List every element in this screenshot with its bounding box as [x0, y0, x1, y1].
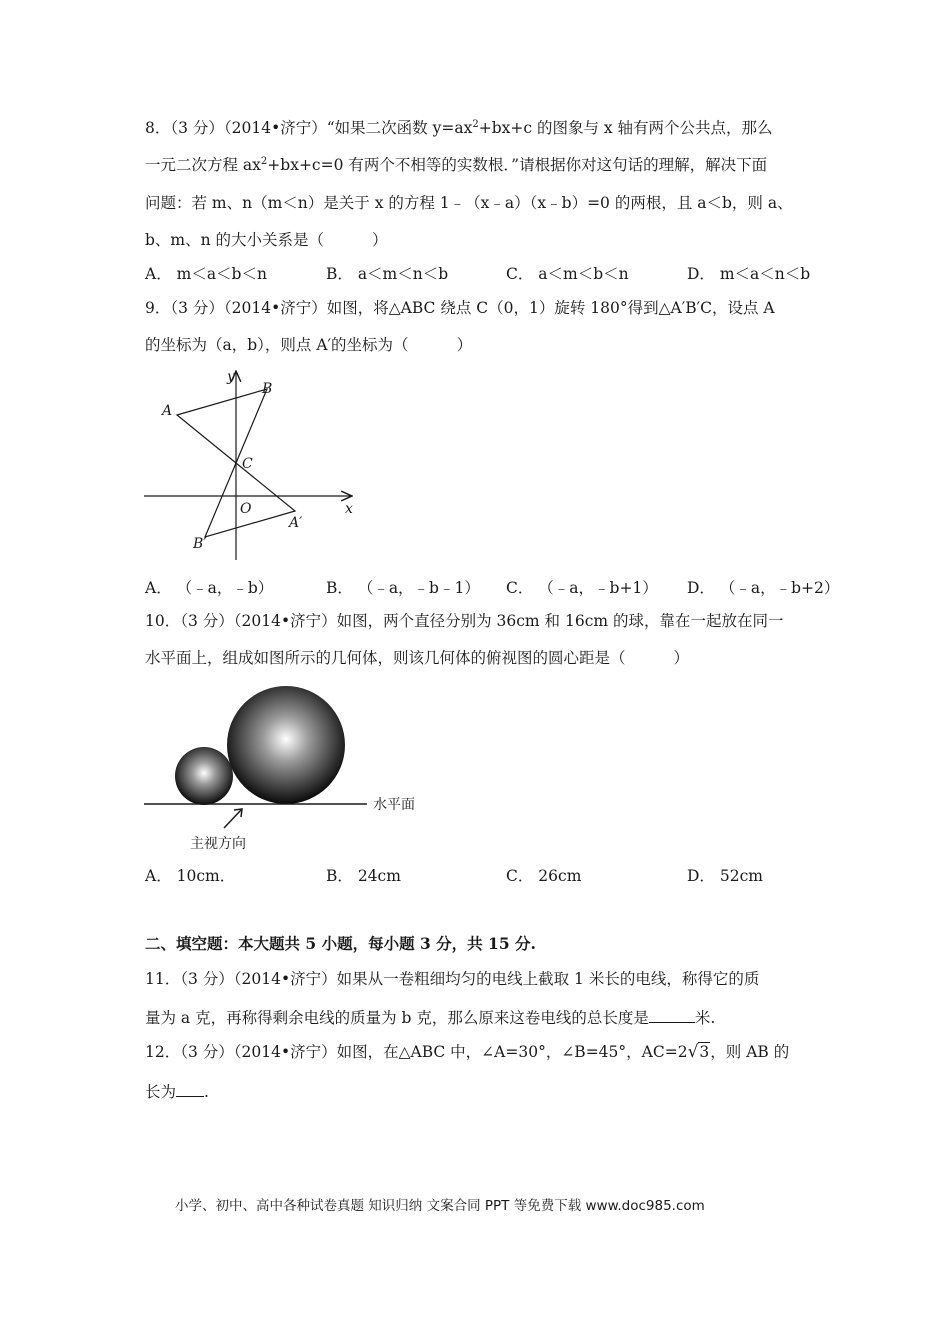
section-2-heading: 二、填空题：本大题共 5 小题，每小题 3 分，共 15 分.: [145, 934, 536, 953]
q9-option-b: B． （﹣a，﹣b﹣1）: [326, 579, 480, 597]
view-direction-arrow: [224, 810, 241, 828]
radical-sign: √: [687, 1042, 699, 1062]
q8-option-c: C． a＜m＜b＜n: [506, 265, 629, 283]
q12-line1: 12．（3 分）（2014•济宁）如图，在△ABC 中，∠A=30°，∠B=45°，AC=2√3，则 AB 的: [145, 1042, 790, 1062]
q8-option-d: D． m＜a＜n＜b: [687, 265, 811, 283]
q11-line2: 量为 a 克，再称得剩余电线的质量为 b 克，那么原来这卷电线的总长度是 米.: [145, 1006, 715, 1028]
q8-line1: 8．（3 分）（2014•济宁）“如果二次函数 $y=ax^2+bx+c$ 的图象与 x 轴有两个公共点，那么: [145, 118, 773, 137]
q12-answer-blank: [176, 1080, 204, 1097]
q10-line2: 水平面上，组成如图所示的几何体，则该几何体的俯视图的圆心距是（ ）: [145, 649, 690, 667]
q9-line1: 9．（3 分）（2014•济宁）如图，将△ABC 绕点 C（0，1）旋转 180°得到△A′B′C，设点 A: [145, 299, 775, 317]
large-ball: [227, 686, 345, 804]
label-b-prime: B′: [193, 536, 207, 552]
small-ball: [175, 747, 233, 805]
q10-option-a: A． 10cm．: [145, 867, 236, 885]
q10-option-d: D． 52cm: [687, 867, 763, 885]
q10-figure: [140, 680, 440, 860]
q8-line4: b、m、n 的大小关系是（ ）: [145, 231, 388, 249]
q11-answer-blank: [649, 1006, 695, 1023]
triangle-a1b1c: [205, 463, 295, 537]
label-a: A: [162, 403, 173, 419]
q10-option-c: C． 26cm: [506, 867, 582, 885]
q8-option-b: B． a＜m＜n＜b: [326, 265, 449, 283]
q9-figure: [140, 365, 360, 565]
q9-option-c: C． （﹣a，﹣b+1）: [506, 579, 658, 597]
label-b: B: [262, 381, 273, 397]
page-footer: 小学、初中、高中各种试卷真题 知识归纳 文案合同 PPT 等免费下载 www.doc985.com: [175, 1198, 705, 1214]
q11-line1: 11．（3 分）（2014•济宁）如果从一卷粗细均匀的电线上截取 1 米长的电线，称得它的质: [145, 970, 760, 988]
q9-option-d: D． （﹣a，﹣b+2）: [687, 579, 840, 597]
label-a-prime: A′: [289, 515, 303, 531]
q9-line2: 的坐标为（a，b），则点 A′的坐标为（ ）: [145, 336, 473, 354]
label-c: C: [242, 456, 253, 472]
q10-line1: 10．（3 分）（2014•济宁）如图，两个直径分别为 36cm 和 16cm 的球，靠在一起放在同一: [145, 612, 784, 630]
q8-line2: 一元二次方程 $ax^2+bx+c=0$ 有两个不相等的实数根．”请根据你对这句话的理解，解决下面: [145, 155, 768, 174]
q8-option-a: A． m＜a＜b＜n: [145, 265, 267, 283]
label-horizontal-plane: 水平面: [373, 797, 415, 813]
q8-line3: 问题：若 m、n（m＜n）是关于 x 的方程 1﹣（x﹣a）（x﹣b）=0 的两根，且 a＜b，则 a、: [145, 194, 793, 212]
triangle-abc: [177, 389, 267, 463]
q10-option-b: B． 24cm: [326, 867, 401, 885]
q12-line2: 长为 .: [145, 1080, 209, 1102]
label-o: O: [240, 501, 252, 517]
label-view-direction: 主视方向: [190, 836, 246, 852]
q9-option-a: A． （﹣a，﹣b）: [145, 579, 274, 597]
label-y: y: [227, 369, 235, 385]
label-x: x: [345, 501, 353, 517]
